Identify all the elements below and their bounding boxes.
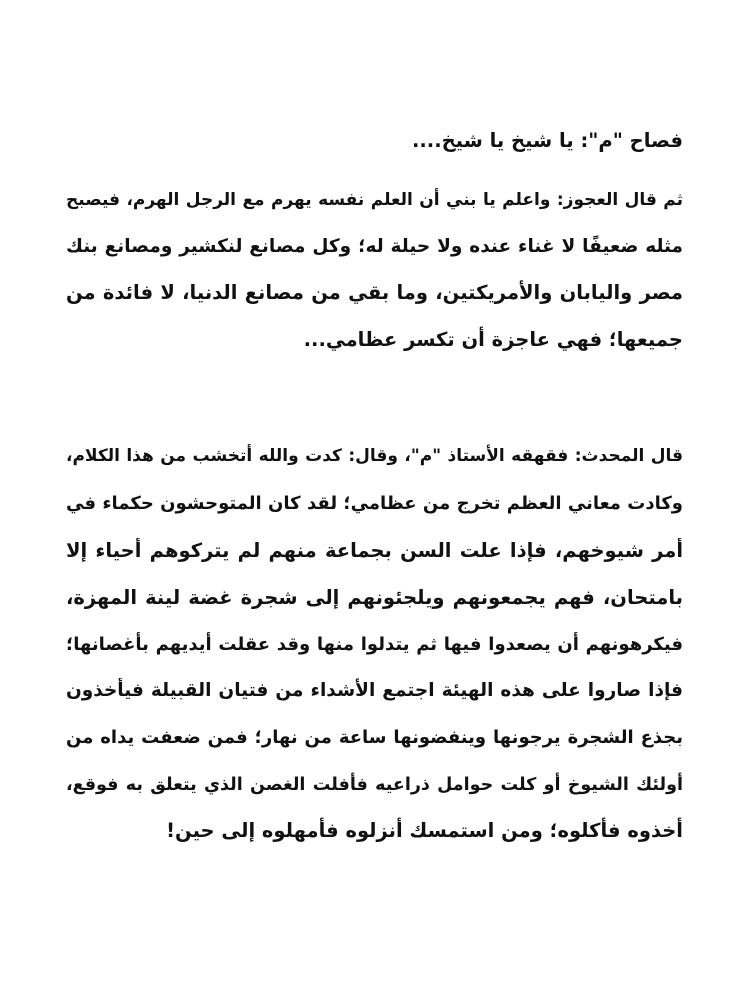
paragraph-3-line-3: أمر شيوخهم، فإذا علت السن بجماعة منهم لم يتركوهم أحياء إلا xyxy=(66,539,683,562)
paragraph-2-line-3: مصر واليابان والأمريكتين، وما بقي من مصانع الدنيا، لا فائدة من xyxy=(66,281,683,304)
paragraph-2-line-1: ثم قال العجوز: واعلم يا بني أن العلم نفسه يهرم مع الرجل الهرم، فيصبح xyxy=(66,190,683,210)
paragraph-3-line-9: أخذوه فأكلوه؛ ومن استمسك أنزلوه فأمهلوه إلى حين! xyxy=(166,819,683,842)
paragraph-3-line-7: بجذع الشجرة يرجونها وينفضونها ساعة من نهار؛ فمن ضعفت يداه من xyxy=(66,727,683,748)
paragraph-3-line-6: فإذا صاروا على هذه الهيئة اجتمع الأشداء من فتيان القبيلة فيأخذون xyxy=(66,680,683,701)
paragraph-3-line-8: أولئك الشيوخ أو كلت حوامل ذراعيه فأفلت الغصن الذي يتعلق به فوقع، xyxy=(66,775,683,795)
paragraph-3-line-5: فيكرهونهم أن يصعدوا فيها ثم يتدلوا منها وقد عقلت أيديهم بأغصانها؛ xyxy=(66,634,683,655)
paragraph-2-line-2: مثله ضعيفًا لا غناء عنده ولا حيلة له؛ وكل مصانع لنكشير ومصانع بنك xyxy=(66,236,683,257)
paragraph-3-line-2: وكادت معاني العظم تخرج من عظامي؛ لقد كان المتوحشون حكماء في xyxy=(66,493,683,514)
paragraph-2-line-4: جميعها؛ فهي عاجزة أن تكسر عظامي... xyxy=(303,328,683,351)
paragraph-3-line-1: قال المحدث: فقهقه الأستاذ "م"، وقال: كدت والله أتخشب من هذا الكلام، xyxy=(66,446,683,466)
paragraph-1-line-1: فصاح "م": يا شيخ يا شيخ.... xyxy=(411,129,683,152)
paragraph-3-line-4: بامتحان، فهم يجمعونهم ويلجئونهم إلى شجرة غضة لينة المهزة، xyxy=(66,586,683,609)
